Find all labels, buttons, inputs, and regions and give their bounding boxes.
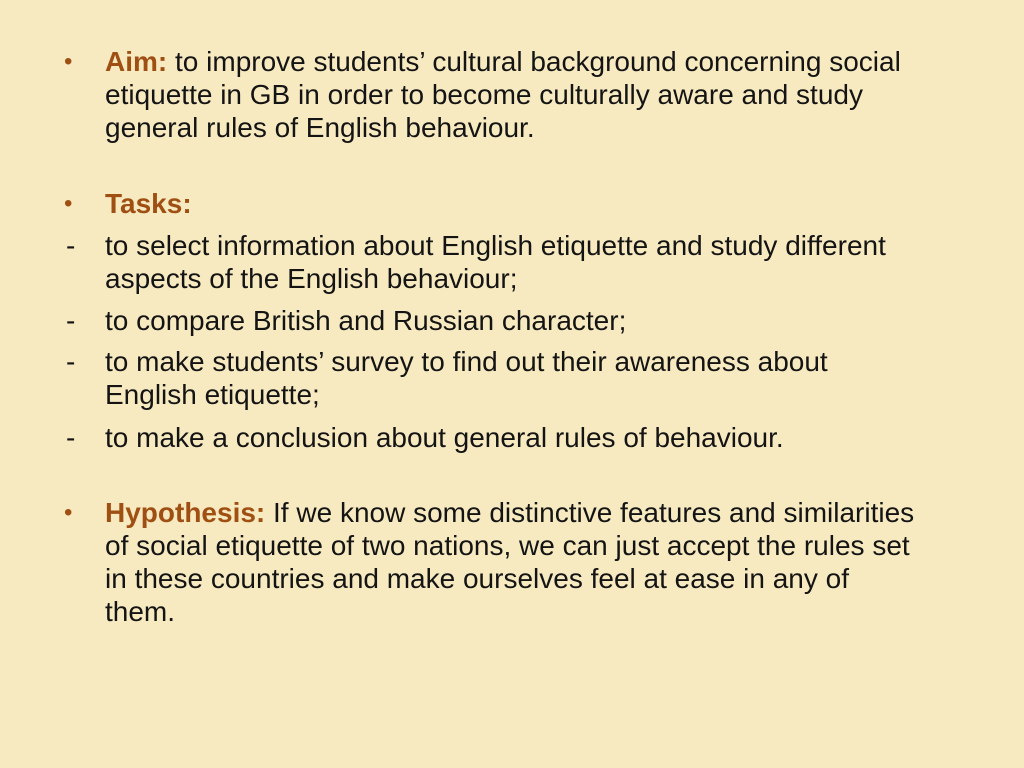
bullet-marker: •	[64, 190, 73, 217]
task-text: to compare British and Russian character;	[105, 305, 627, 336]
dash-marker: -	[66, 305, 76, 336]
hypothesis-text: If we know some distinctive features and similarities of social etiquette of two nations, we can just accept the rules set in these countries and make ourselves feel at ease in any of them.	[105, 497, 915, 627]
dash-marker: -	[66, 346, 76, 377]
dash-marker: -	[66, 422, 76, 453]
task-text: to select information about English etiquette and study different aspects of the English behaviour;	[105, 230, 886, 294]
aim-label: Aim:	[105, 46, 168, 77]
tasks-label: Tasks:	[105, 188, 192, 219]
aim-paragraph	[105, 45, 925, 144]
dash-marker: -	[66, 230, 76, 261]
hypothesis-paragraph	[105, 496, 925, 628]
task-text: to make a conclusion about general rules of behaviour.	[105, 422, 784, 453]
aim-text: to improve students’ cultural background concerning social etiquette in GB in order to become culturally aware and study general rules of English behaviour.	[105, 46, 901, 143]
bullet-marker: •	[64, 48, 73, 75]
hypothesis-label: Hypothesis:	[105, 497, 266, 528]
bullet-marker: •	[64, 499, 73, 526]
task-text: to make students’ survey to find out their awareness about English etiquette;	[105, 346, 828, 410]
tasks-heading	[105, 187, 925, 220]
